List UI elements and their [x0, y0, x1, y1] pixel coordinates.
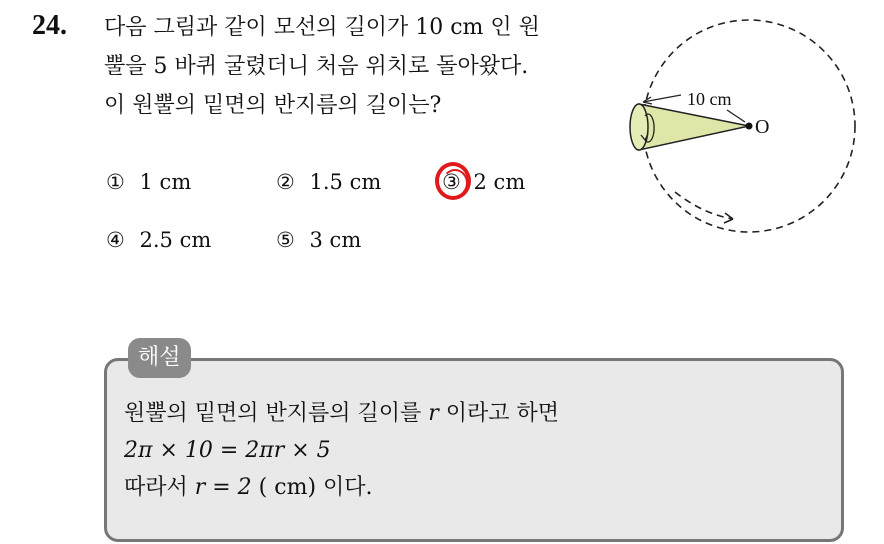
solution-text-part: 이다.: [316, 475, 373, 500]
question-number: 24.: [32, 10, 67, 41]
solution-text-part: 따라서: [124, 475, 195, 500]
solution-unit: ( cm): [251, 475, 317, 500]
choice-1[interactable]: [106, 168, 191, 196]
solution-line-2: 2π × 10 = 2πr × 5: [124, 438, 331, 463]
question-line: 뿔을 5 바퀴 굴렸더니 처음 위치로 돌아왔다.: [104, 54, 529, 79]
choice-text: 2 cm: [473, 170, 526, 194]
solution-line-1: [124, 395, 559, 432]
question-text: [104, 8, 604, 125]
choice-text: 2.5 cm: [139, 228, 212, 252]
choice-text: 3 cm: [309, 228, 362, 252]
choice-mark: ③: [442, 170, 461, 194]
length-label: 10 cm: [687, 89, 732, 109]
apex-point: [746, 123, 753, 130]
solution-math: r = 2: [194, 475, 252, 500]
choice-text: 1 cm: [139, 170, 192, 194]
cone-body: [639, 104, 749, 150]
length-arrow-right: [727, 110, 745, 122]
choice-mark: ②: [276, 170, 295, 194]
solution-tag: 해설: [128, 338, 191, 378]
cone-base: [630, 104, 648, 150]
selected-answer-circle: [435, 162, 471, 200]
choice-mark: ⑤: [276, 228, 295, 252]
solution-text-part: 원뿔의 밑면의 반지름의 길이를: [124, 401, 429, 426]
cone-rolling-figure: [615, 12, 865, 237]
apex-label: O: [755, 116, 770, 138]
solution-text: [124, 395, 559, 506]
choice-4[interactable]: [106, 226, 211, 254]
choice-text: 1.5 cm: [309, 170, 382, 194]
solution-text-part: 이라고 하면: [438, 401, 560, 426]
solution-variable: r: [428, 401, 439, 426]
question-line: 다음 그림과 같이 모선의 길이가 10 cm 인 원: [104, 15, 540, 40]
solution-line-3: [124, 469, 559, 506]
rolling-arrowhead-icon: [724, 213, 733, 223]
choice-2[interactable]: [276, 168, 381, 196]
question-line: 이 원뿔의 밑면의 반지름의 길이는?: [104, 93, 442, 118]
choice-mark: ④: [106, 228, 125, 252]
choice-5[interactable]: [276, 226, 361, 254]
choice-mark: ①: [106, 170, 125, 194]
rolling-direction-arrow: [675, 192, 733, 219]
